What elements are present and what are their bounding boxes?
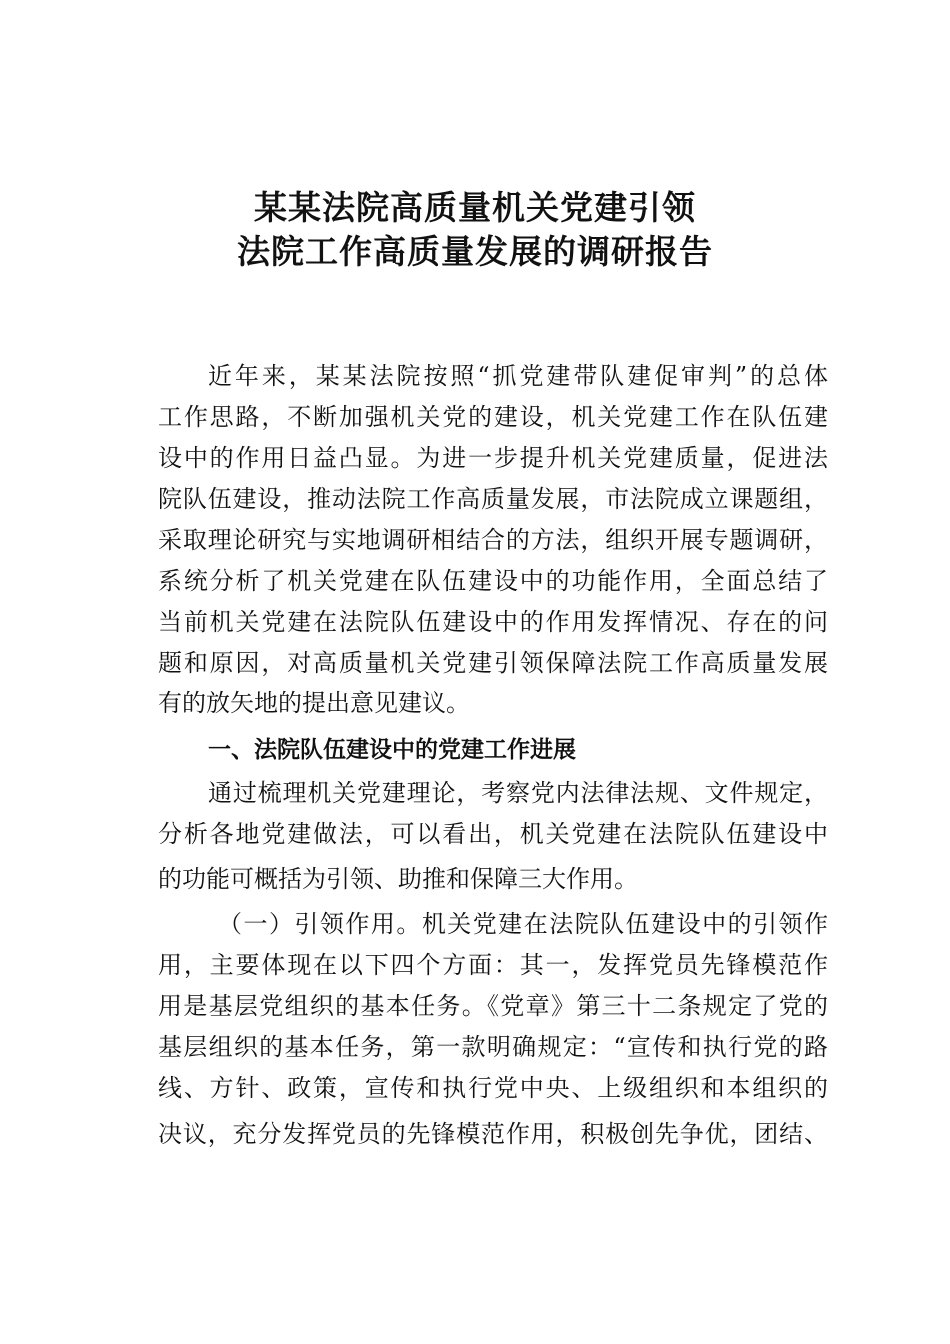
paragraph3-line: （一）引领作用。机关党建在法院队伍建设中的引领作 [218,910,828,938]
document-title-line1: 某某法院高质量机关党建引领 [254,188,696,227]
paragraph1-line: 题和原因，对高质量机关党建引领保障法院工作高质量发展 [158,649,828,677]
paragraph2-line: 分析各地党建做法，可以看出，机关党建在法院队伍建设中 [158,820,828,848]
paragraph3-line: 线、方针、政策，宣传和执行党中央、上级组织和本组织的 [158,1074,828,1102]
section-heading: 一、法院队伍建设中的党建工作进展 [208,737,576,763]
paragraph1-line: 设中的作用日益凸显。为进一步提升机关党建质量，促进法 [158,444,828,472]
paragraph1-line: 采取理论研究与实地调研相结合的方法，组织开展专题调研， [158,526,828,554]
paragraph1-line: 系统分析了机关党建在队伍建设中的功能作用，全面总结了 [158,567,828,595]
paragraph2-line: 的功能可概括为引领、助推和保障三大作用。 [158,865,638,893]
paragraph1-line: 近年来，某某法院按照“抓党建带队建促审判”的总体 [208,362,828,390]
paragraph1-line: 院队伍建设，推动法院工作高质量发展，市法院成立课题组， [158,485,828,513]
paragraph1-line: 当前机关党建在法院队伍建设中的作用发挥情况、存在的问 [158,608,828,636]
paragraph1-line: 有的放矢地的提出意见建议。 [158,689,470,717]
paragraph3-line: 用是基层党组织的基本任务。《党章》第三十二条规定了党的 [158,992,828,1020]
paragraph3-line: 决议，充分发挥党员的先锋模范作用，积极创先争优，团结、 [158,1120,828,1148]
document-title-line2: 法院工作高质量发展的调研报告 [237,232,713,271]
paragraph3-line: 基层组织的基本任务，第一款明确规定：“宣传和执行党的路 [158,1033,828,1061]
paragraph3-line: 用，主要体现在以下四个方面：其一，发挥党员先锋模范作 [158,951,828,979]
paragraph1-line: 工作思路，不断加强机关党的建设，机关党建工作在队伍建 [158,403,828,431]
paragraph2-line: 通过梳理机关党建理论，考察党内法律法规、文件规定， [208,779,828,807]
